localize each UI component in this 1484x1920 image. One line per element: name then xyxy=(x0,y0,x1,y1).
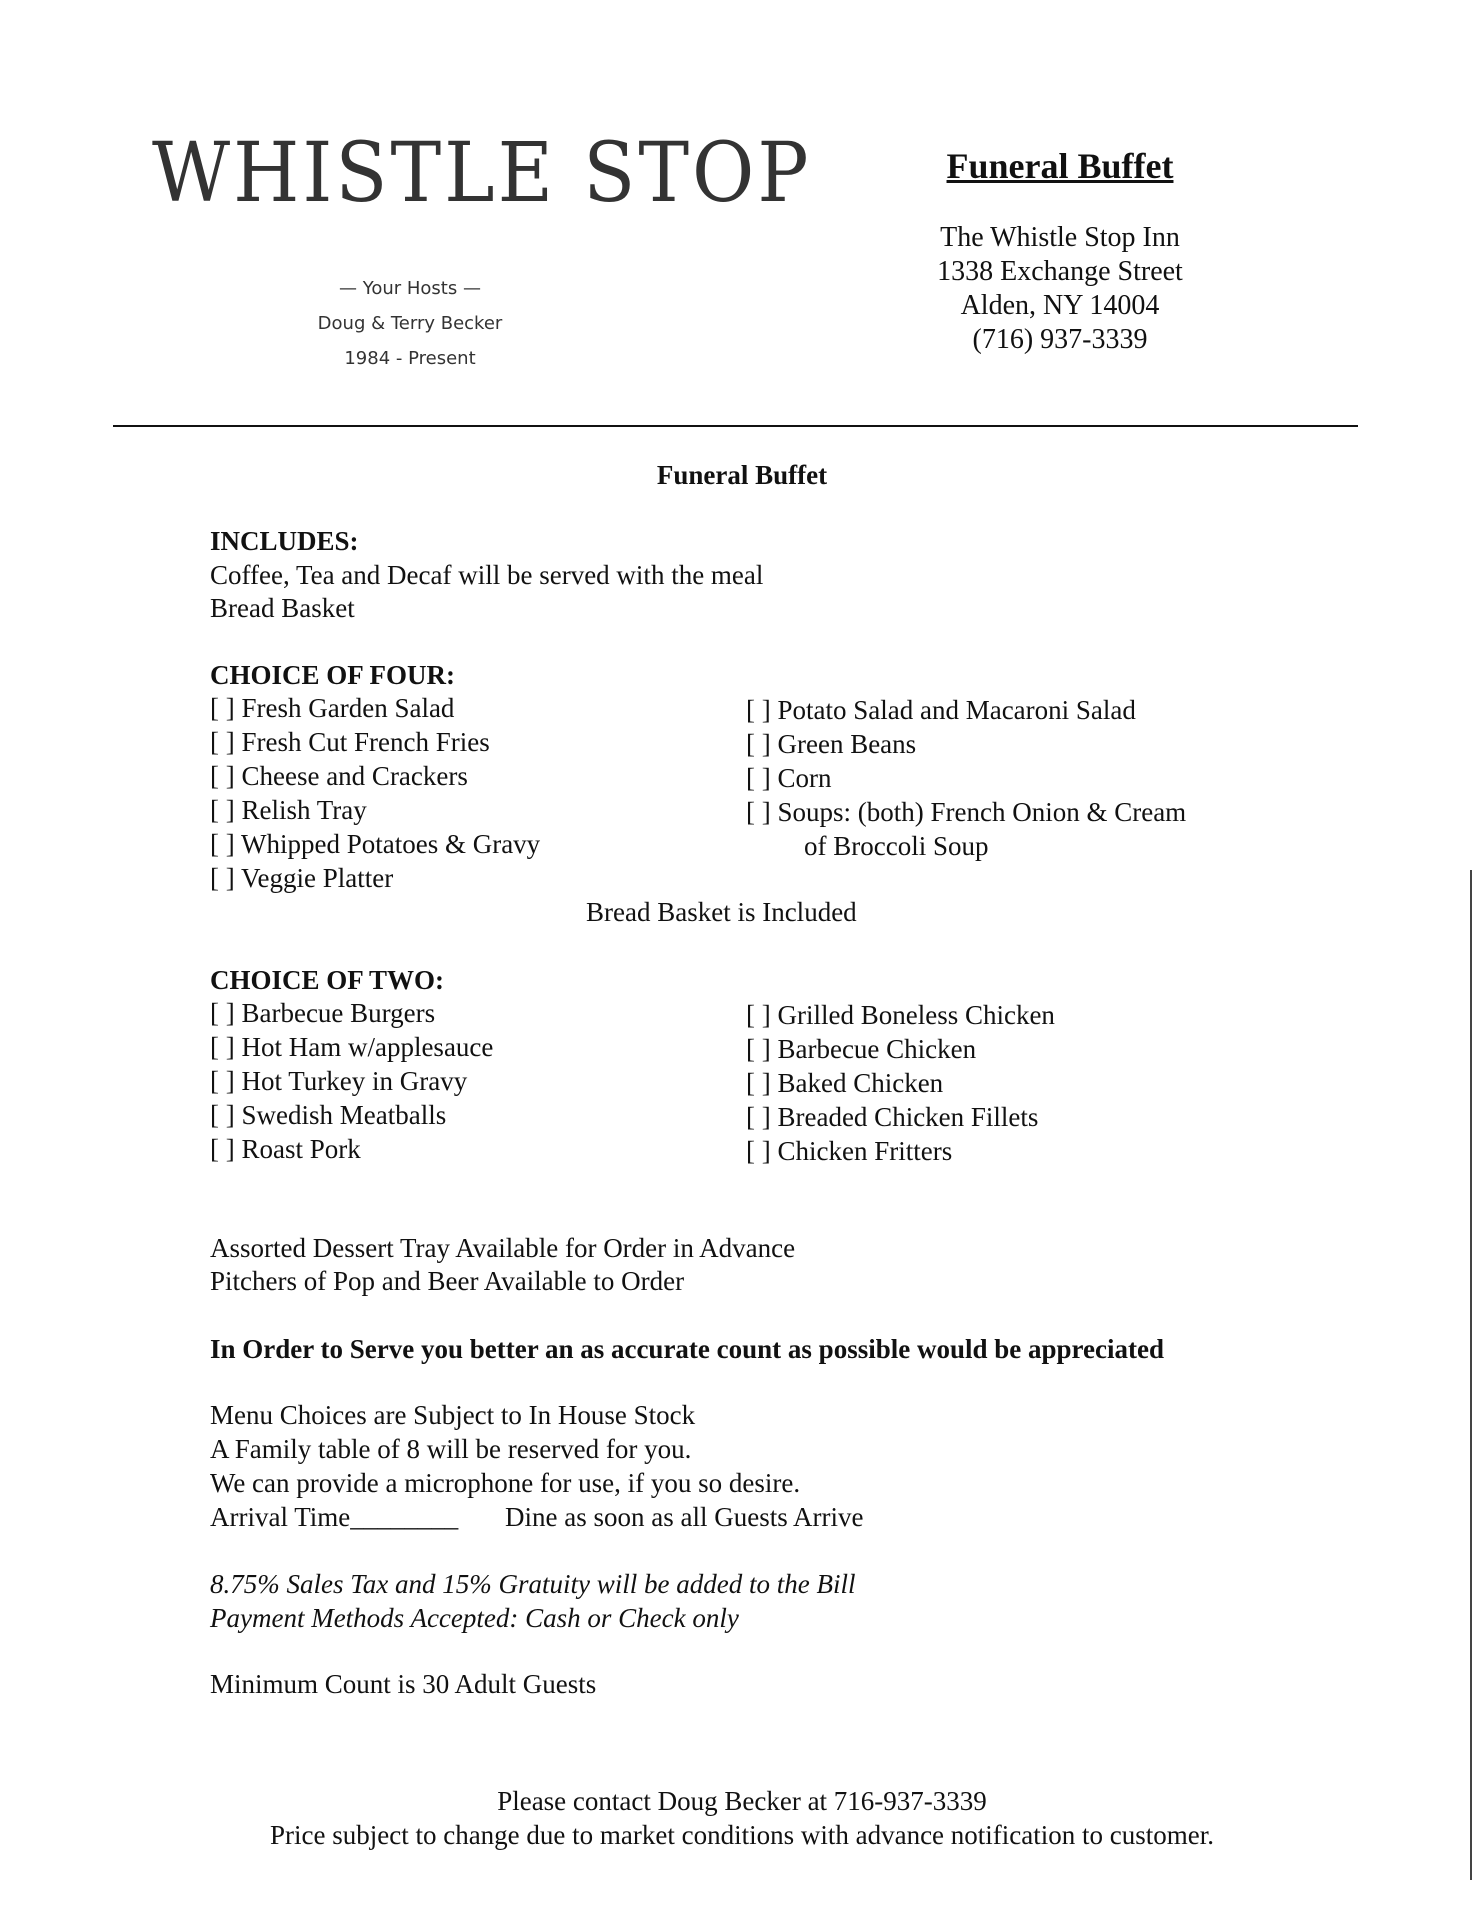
menu-option: [ ] Soups: (both) French Onion & Cream xyxy=(746,797,1187,827)
menu-option: [ ] Roast Pork xyxy=(210,1134,361,1164)
choice-four-heading: CHOICE OF FOUR: xyxy=(210,660,455,690)
extras-line: Pitchers of Pop and Beer Available to Order xyxy=(210,1266,685,1296)
menu-option: [ ] Relish Tray xyxy=(210,795,367,825)
whistle-stop-logo: WHISTLE STOP xyxy=(152,124,812,221)
menu-option: [ ] Potato Salad and Macaroni Salad xyxy=(746,695,1136,725)
count-notice: In Order to Serve you better an as accurate count as possible would be appreciated xyxy=(210,1334,1164,1364)
price-disclaimer: Price subject to change due to market conditions with advance notification to customer. xyxy=(270,1820,1214,1850)
menu-option-continued: of Broccoli Soup xyxy=(804,831,989,861)
payment-note: Payment Methods Accepted: Cash or Check only xyxy=(210,1603,739,1633)
menu-option: [ ] Fresh Cut French Fries xyxy=(210,727,490,757)
scan-edge-line xyxy=(1470,870,1472,1880)
address-line: (716) 937-3339 xyxy=(972,324,1148,355)
extras-line: Assorted Dessert Tray Available for Order in Advance xyxy=(210,1233,796,1263)
menu-option: [ ] Chicken Fritters xyxy=(746,1136,953,1166)
menu-option: [ ] Breaded Chicken Fillets xyxy=(746,1102,1039,1132)
info-line: A Family table of 8 will be reserved for you. xyxy=(210,1434,692,1464)
menu-option: [ ] Green Beans xyxy=(746,729,917,759)
hosts-names: Doug & Terry Becker xyxy=(317,313,503,334)
includes-item: Coffee, Tea and Decaf will be served with the meal xyxy=(210,560,764,590)
menu-option: [ ] Swedish Meatballs xyxy=(210,1100,447,1130)
menu-option: [ ] Hot Ham w/applesauce xyxy=(210,1032,494,1062)
menu-option: [ ] Barbecue Burgers xyxy=(210,998,436,1028)
header-divider xyxy=(113,425,1358,427)
menu-option: [ ] Hot Turkey in Gravy xyxy=(210,1066,468,1096)
includes-heading: INCLUDES: xyxy=(210,526,359,556)
hosts-years: 1984 - Present xyxy=(344,348,476,369)
menu-option: [ ] Barbecue Chicken xyxy=(746,1034,977,1064)
header-title: Funeral Buffet xyxy=(946,146,1174,186)
menu-option: [ ] Corn xyxy=(746,763,832,793)
info-line: We can provide a microphone for use, if you so desire. xyxy=(210,1468,801,1498)
address-line: Alden, NY 14004 xyxy=(960,290,1160,321)
section-title: Funeral Buffet xyxy=(656,460,828,490)
address-line: The Whistle Stop Inn xyxy=(940,222,1180,253)
menu-option: [ ] Veggie Platter xyxy=(210,863,394,893)
arrival-time-label: Arrival Time________ xyxy=(210,1502,459,1532)
menu-option: [ ] Baked Chicken xyxy=(746,1068,944,1098)
dine-note: Dine as soon as all Guests Arrive xyxy=(505,1502,864,1532)
menu-option: [ ] Fresh Garden Salad xyxy=(210,693,455,723)
hosts-label: — Your Hosts — xyxy=(339,278,481,299)
tax-note: 8.75% Sales Tax and 15% Gratuity will be added to the Bill xyxy=(210,1569,856,1599)
minimum-count: Minimum Count is 30 Adult Guests xyxy=(210,1669,597,1699)
menu-option: [ ] Cheese and Crackers xyxy=(210,761,468,791)
info-line: Menu Choices are Subject to In House Stock xyxy=(210,1400,696,1430)
address-line: 1338 Exchange Street xyxy=(937,256,1183,287)
menu-option: [ ] Whipped Potatoes & Gravy xyxy=(210,829,541,859)
bread-basket-note: Bread Basket is Included xyxy=(586,897,857,927)
includes-item: Bread Basket xyxy=(210,593,355,623)
contact-line: Please contact Doug Becker at 716-937-3339 xyxy=(497,1786,987,1816)
menu-option: [ ] Grilled Boneless Chicken xyxy=(746,1000,1055,1030)
choice-two-heading: CHOICE OF TWO: xyxy=(210,965,445,995)
